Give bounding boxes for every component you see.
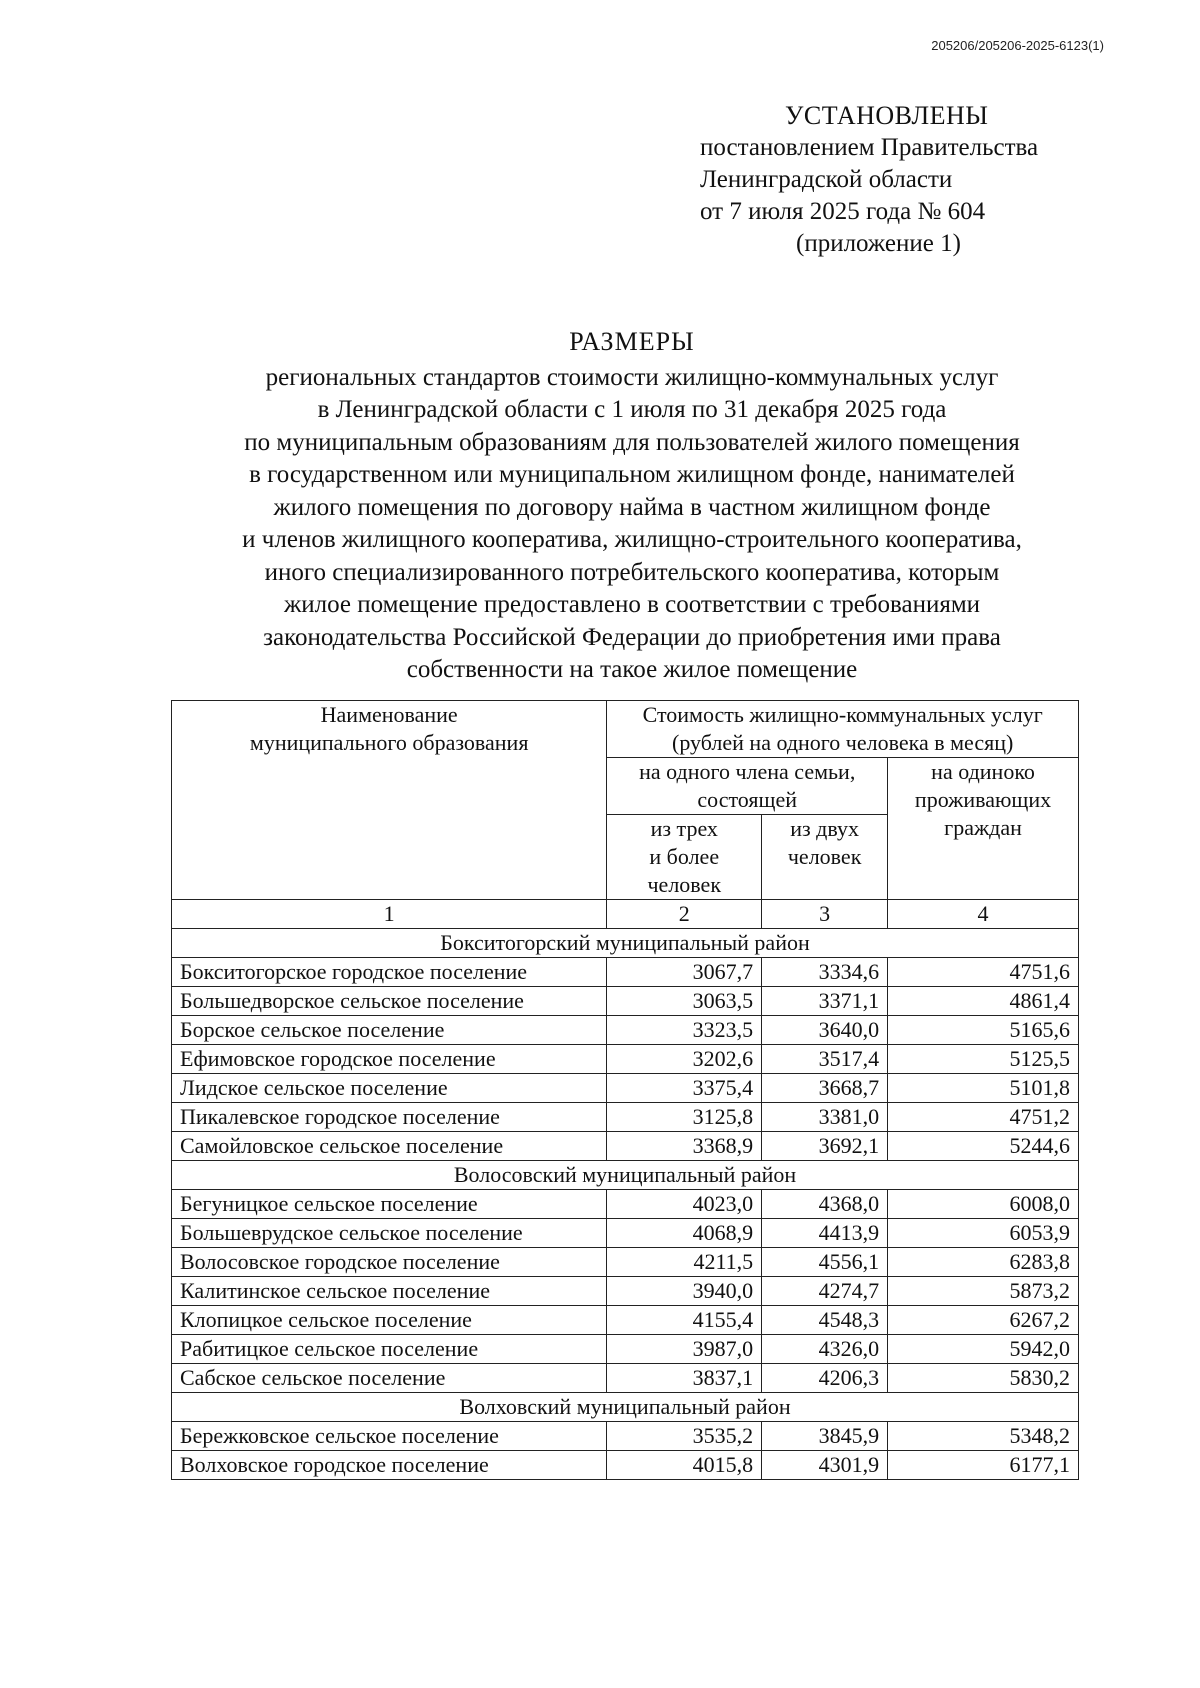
value-single: 6177,1 [888,1451,1079,1480]
table-row [172,1103,1079,1132]
title-line: жилого помещения по договору найма в частном жилищном фонде [273,493,991,521]
district-name: Волховский муниципальный район [172,1393,1079,1422]
header-text: на одиноко [931,759,1035,784]
value-single: 5942,0 [888,1335,1079,1364]
table-row [172,1422,1079,1451]
header-three-or-more [607,815,762,900]
value-three-or-more: 3067,7 [607,958,762,987]
header-text: Наименование [320,702,458,727]
approval-line: постановлением Правительства [700,134,1039,161]
table-row [172,1132,1079,1161]
header-text: человек [787,844,862,869]
municipality-name: Волосовское городское поселение [172,1248,607,1277]
value-two-people: 3334,6 [762,958,888,987]
table-row [172,1335,1079,1364]
table-row [172,987,1079,1016]
value-single: 6267,2 [888,1306,1079,1335]
value-three-or-more: 3063,5 [607,987,762,1016]
header-text: граждан [944,815,1022,840]
table-row [172,1451,1079,1480]
approval-heading: УСТАНОВЛЕНЫ [785,101,989,130]
column-number: 3 [762,900,888,929]
header-text: из трех [650,816,718,841]
value-single: 5125,5 [888,1045,1079,1074]
value-single: 4751,6 [888,958,1079,987]
value-single: 4861,4 [888,987,1079,1016]
value-two-people: 4413,9 [762,1219,888,1248]
header-cost [607,701,1079,758]
column-number: 2 [607,900,762,929]
table-row [172,1277,1079,1306]
municipality-name: Борское сельское поселение [172,1016,607,1045]
table-row [172,958,1079,987]
municipality-name: Самойловское сельское поселение [172,1132,607,1161]
value-two-people: 4206,3 [762,1364,888,1393]
value-three-or-more: 3323,5 [607,1016,762,1045]
value-two-people: 4301,9 [762,1451,888,1480]
value-single: 6283,8 [888,1248,1079,1277]
table-row [172,1045,1079,1074]
district-name: Бокситогорский муниципальный район [172,929,1079,958]
value-three-or-more: 4211,5 [607,1248,762,1277]
table-row [172,1016,1079,1045]
value-two-people: 3640,0 [762,1016,888,1045]
table-row [172,1190,1079,1219]
document-title: РАЗМЕРЫ [569,327,695,356]
column-number-row [172,900,1079,929]
value-three-or-more: 4068,9 [607,1219,762,1248]
value-two-people: 4556,1 [762,1248,888,1277]
value-single: 5101,8 [888,1074,1079,1103]
municipality-name: Бокситогорское городское поселение [172,958,607,987]
value-three-or-more: 3368,9 [607,1132,762,1161]
district-row [172,1393,1079,1422]
table-row [172,1248,1079,1277]
municipality-name: Большеврудское сельское поселение [172,1219,607,1248]
approval-block [700,100,1038,260]
header-text: на одного члена семьи, [639,759,856,784]
title-line: законодательства Российской Федерации до приобретения ими права [263,623,1001,651]
header-two-people [762,815,888,900]
value-single: 5873,2 [888,1277,1079,1306]
title-line: и членов жилищного кооператива, жилищно-строительного кооператива, [242,526,1022,553]
standards-table [171,700,1079,1480]
title-line: по муниципальным образованиям для пользователей жилого помещения [244,428,1020,456]
value-single: 6053,9 [888,1219,1079,1248]
municipality-name: Сабское сельское поселение [172,1364,607,1393]
district-row [172,1161,1079,1190]
value-three-or-more: 4155,4 [607,1306,762,1335]
header-municipality [172,701,607,900]
column-number: 1 [172,900,607,929]
column-number: 4 [888,900,1079,929]
value-three-or-more: 3987,0 [607,1335,762,1364]
header-text: муниципального образования [249,730,529,755]
approval-line: от 7 июля 2025 года № 604 [700,198,986,225]
header-text: (рублей на одного человека в месяц) [672,730,1014,755]
title-line: собственности на такое жилое помещение [406,656,858,683]
title-line: в Ленинградской области с 1 июля по 31 декабря 2025 года [317,396,947,423]
value-single: 4751,2 [888,1103,1079,1132]
header-text: человек [647,872,722,897]
municipality-name: Рабитицкое сельское поселение [172,1335,607,1364]
header-text: проживающих [914,787,1052,812]
value-single: 5348,2 [888,1422,1079,1451]
document-id: 205206/205206-2025-6123(1) [931,38,1104,53]
table-row [172,1364,1079,1393]
title-line: в государственном или муниципальном жилищном фонде, нанимателей [249,461,1015,488]
header-single-citizens [888,758,1079,900]
value-three-or-more: 3375,4 [607,1074,762,1103]
value-two-people: 3668,7 [762,1074,888,1103]
table-row [172,1074,1079,1103]
approval-appendix: (приложение 1) [796,230,961,257]
value-three-or-more: 4015,8 [607,1451,762,1480]
municipality-name: Бегуницкое сельское поселение [172,1190,607,1219]
value-three-or-more: 3202,6 [607,1045,762,1074]
municipality-name: Калитинское сельское поселение [172,1277,607,1306]
value-two-people: 3371,1 [762,987,888,1016]
header-text: и более [649,844,720,869]
municipality-name: Бережковское сельское поселение [172,1422,607,1451]
value-two-people: 3517,4 [762,1045,888,1074]
municipality-name: Большедворское сельское поселение [172,987,607,1016]
title-line: жилое помещение предоставлено в соответствии с требованиями [283,591,981,618]
document-title-block [0,326,1200,687]
value-single: 6008,0 [888,1190,1079,1219]
district-row [172,929,1079,958]
table-row [172,1219,1079,1248]
value-two-people: 4274,7 [762,1277,888,1306]
value-two-people: 3692,1 [762,1132,888,1161]
value-three-or-more: 3940,0 [607,1277,762,1306]
table-header-row [172,701,1079,758]
header-family-member [607,758,888,815]
title-line: иного специализированного потребительского кооператива, которым [264,558,1000,586]
value-three-or-more: 4023,0 [607,1190,762,1219]
value-two-people: 3845,9 [762,1422,888,1451]
value-two-people: 4326,0 [762,1335,888,1364]
value-two-people: 4548,3 [762,1306,888,1335]
municipality-name: Ефимовское городское поселение [172,1045,607,1074]
title-line: региональных стандартов стоимости жилищно-коммунальных услуг [265,363,999,391]
approval-line: Ленинградской области [700,166,953,193]
value-single: 5830,2 [888,1364,1079,1393]
value-two-people: 4368,0 [762,1190,888,1219]
municipality-name: Клопицкое сельское поселение [172,1306,607,1335]
value-two-people: 3381,0 [762,1103,888,1132]
district-name: Волосовский муниципальный район [172,1161,1079,1190]
header-text: из двух [790,816,860,841]
value-three-or-more: 3125,8 [607,1103,762,1132]
municipality-name: Пикалевское городское поселение [172,1103,607,1132]
municipality-name: Волховское городское поселение [172,1451,607,1480]
municipality-name: Лидское сельское поселение [172,1074,607,1103]
table-row [172,1306,1079,1335]
value-three-or-more: 3837,1 [607,1364,762,1393]
value-single: 5244,6 [888,1132,1079,1161]
value-three-or-more: 3535,2 [607,1422,762,1451]
value-single: 5165,6 [888,1016,1079,1045]
header-text: состоящей [697,787,797,812]
header-text: Стоимость жилищно-коммунальных услуг [642,702,1043,727]
